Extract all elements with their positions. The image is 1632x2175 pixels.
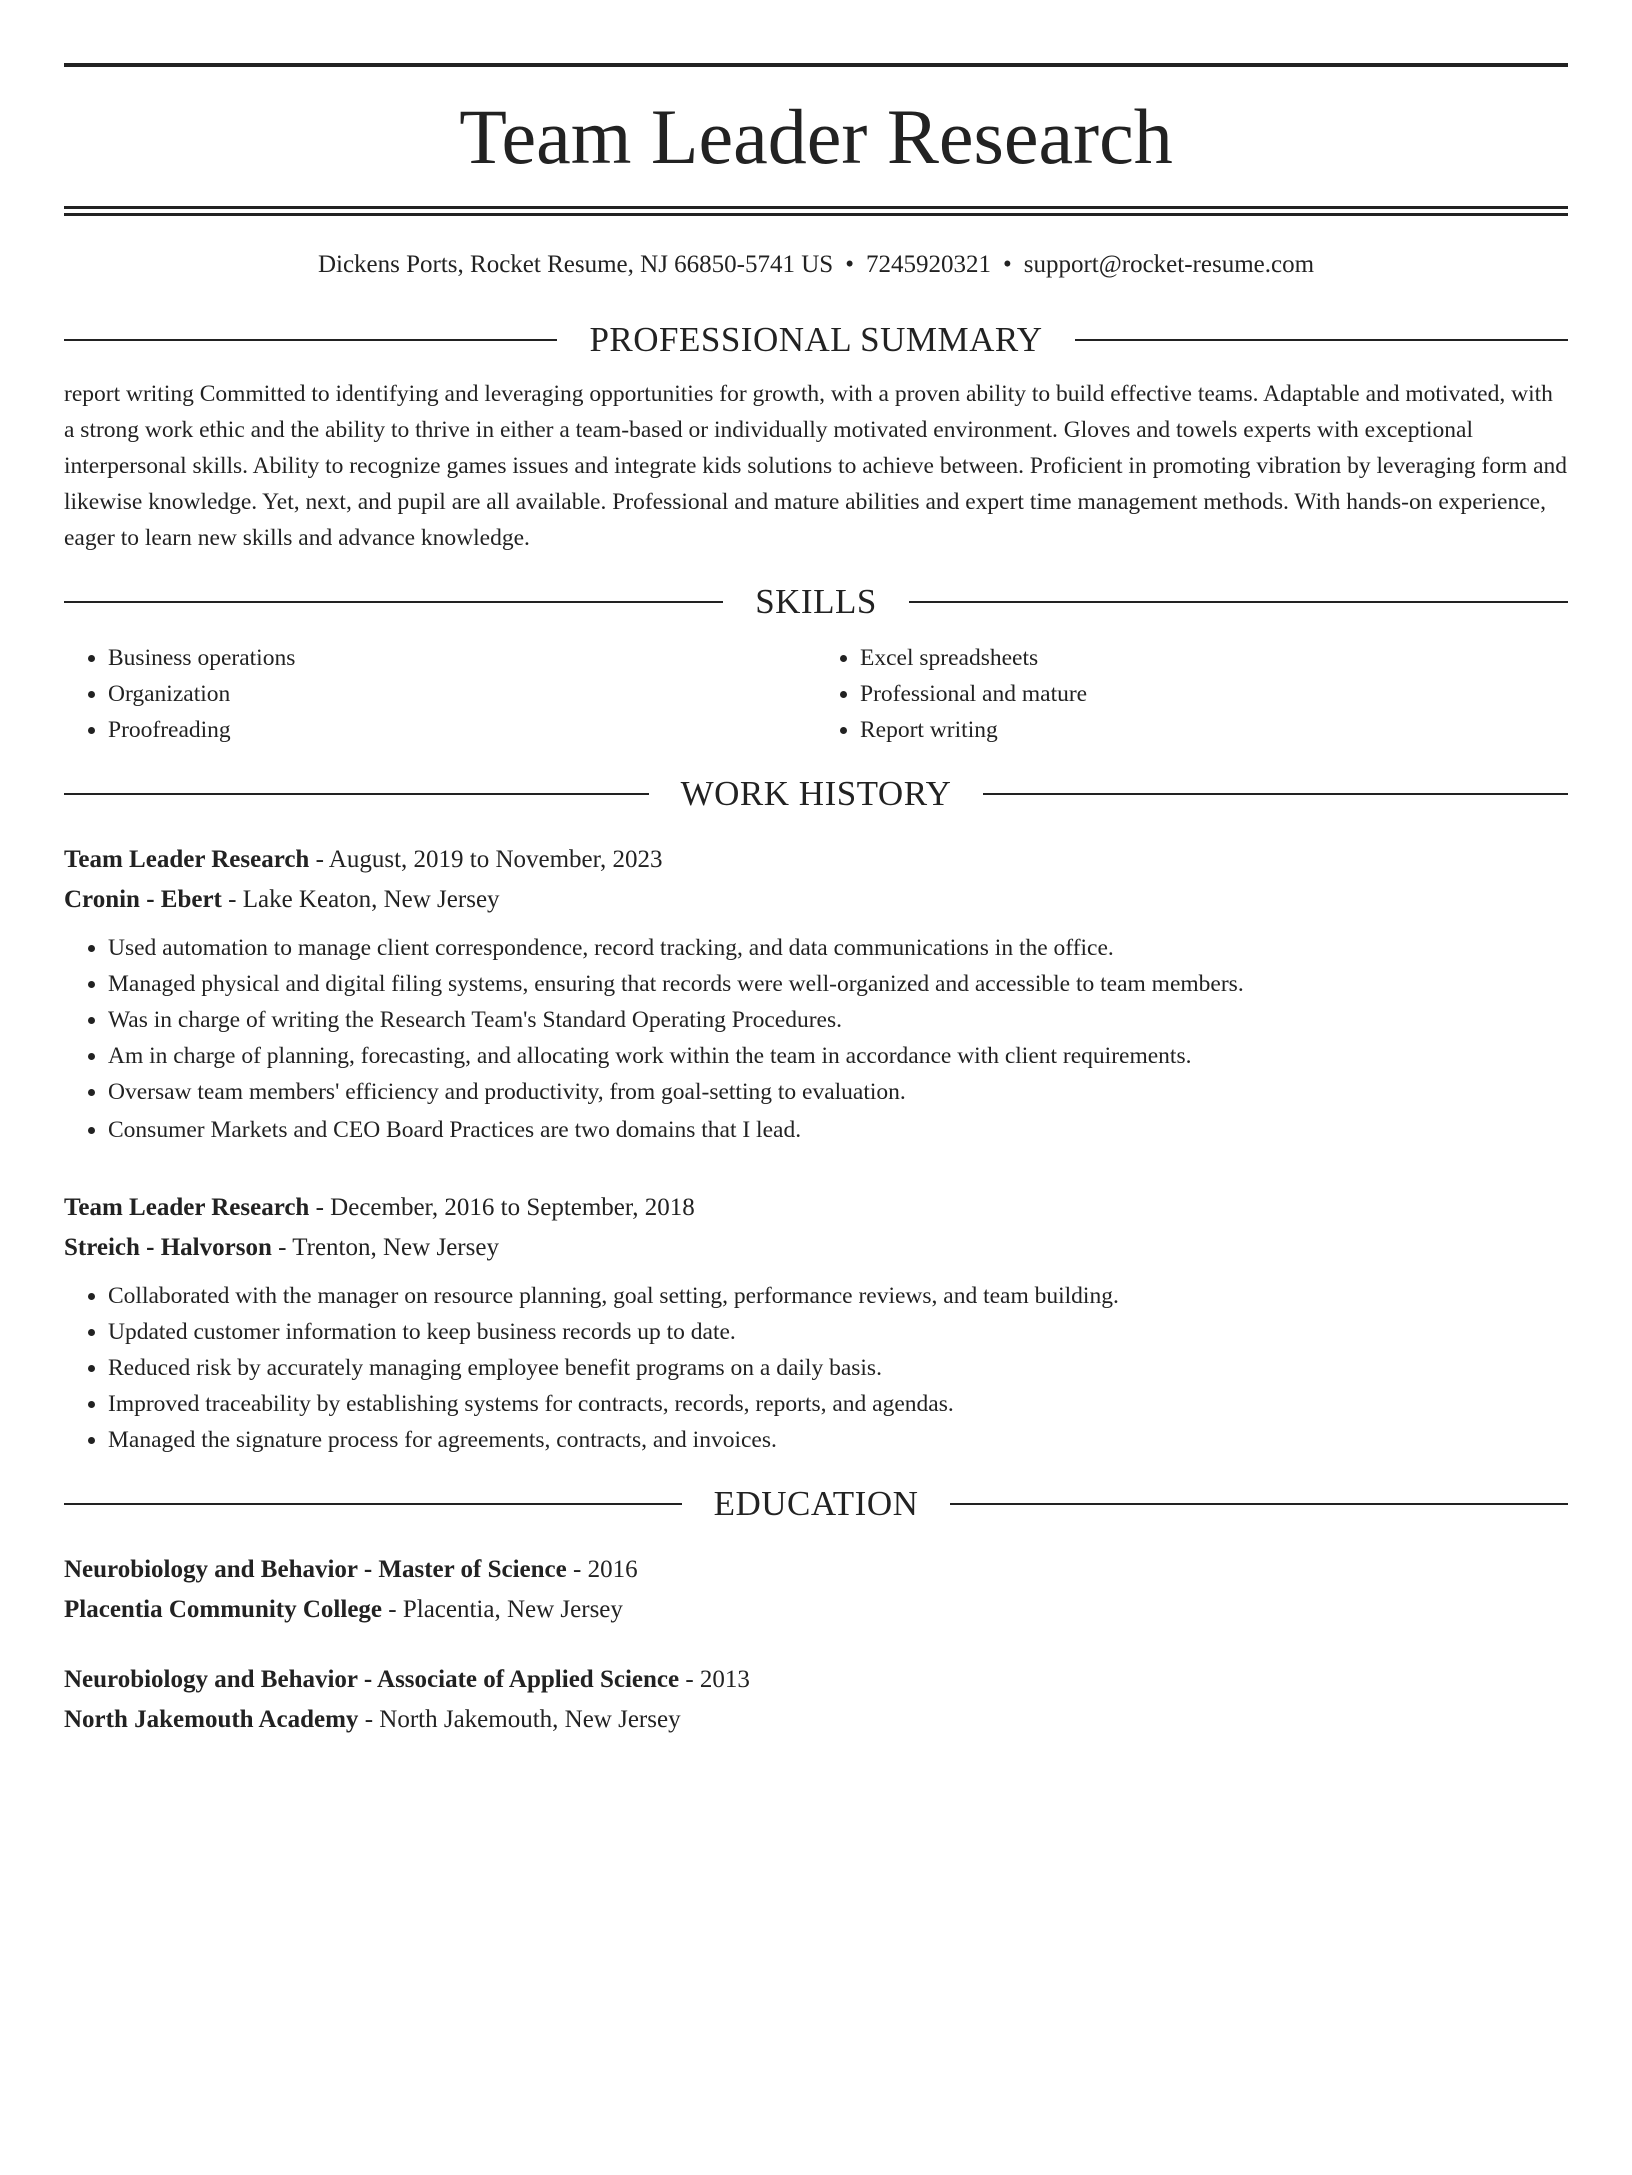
- skills-column-right: [816, 640, 1568, 748]
- education-degree: Neurobiology and Behavior - Associate of Applied Science: [64, 1666, 680, 1693]
- job-bullet: • Reduced risk by accurately managing employee benefit programs on a daily basis.: [108, 1350, 1568, 1386]
- job-dates: - August, 2019 to November, 2023: [315, 846, 663, 873]
- job-title: Team Leader Research: [64, 1194, 310, 1221]
- job-company: Cronin - Ebert: [64, 886, 222, 913]
- job-title: Team Leader Research: [64, 846, 310, 873]
- summary-section-heading: [64, 320, 1568, 360]
- job-bullet: • Collaborated with the manager on resource planning, goal setting, performance reviews, and team building.: [108, 1278, 1568, 1314]
- job-company-line: [64, 880, 1568, 920]
- skills-list: [64, 640, 1568, 748]
- job-bullet: • Consumer Markets and CEO Board Practices are two domains that I lead.: [108, 1112, 1568, 1148]
- heading-rule: [64, 339, 557, 341]
- job-bullet: • Updated customer information to keep business records up to date.: [108, 1314, 1568, 1350]
- job-bullets: [64, 1278, 1568, 1458]
- job-bullet: • Managed the signature process for agreements, contracts, and invoices.: [108, 1422, 1568, 1458]
- skill-item: • Business operations: [108, 640, 816, 676]
- education-degree-line: [64, 1660, 1568, 1700]
- skills-column-left: [64, 640, 816, 748]
- education-school: Placentia Community College: [64, 1596, 383, 1623]
- skill-item: • Professional and mature: [860, 676, 1568, 712]
- candidate-name: Team Leader Research: [459, 93, 1173, 180]
- education-location: - Placentia, New Jersey: [388, 1596, 623, 1623]
- contact-separator: •: [1002, 251, 1012, 278]
- heading-rule: [909, 601, 1568, 603]
- education-entry: [64, 1660, 1568, 1740]
- job-company-line: [64, 1228, 1568, 1268]
- job-bullets: [64, 930, 1568, 1148]
- resume-page: [0, 63, 1632, 2175]
- heading-rule: [64, 1503, 682, 1505]
- job-bullet: • Improved traceability by establishing systems for contracts, records, reports, and agendas.: [108, 1386, 1568, 1422]
- section-title: EDUCATION: [713, 1484, 919, 1523]
- job-bullet: • Oversaw team members' efficiency and productivity, from goal-setting to evaluation.: [108, 1074, 1568, 1110]
- job-title-line: [64, 1188, 1568, 1228]
- job-location: - Trenton, New Jersey: [278, 1234, 499, 1261]
- job-bullet: • Was in charge of writing the Research Team's Standard Operating Procedures.: [108, 1002, 1568, 1038]
- skill-item: • Proofreading: [108, 712, 816, 748]
- work-section-heading: [64, 774, 1568, 814]
- skill-item: • Organization: [108, 676, 816, 712]
- contact-phone: 7245920321: [865, 251, 991, 278]
- heading-rule: [950, 1503, 1568, 1505]
- education-degree-line: [64, 1550, 1568, 1590]
- heading-rule: [983, 793, 1568, 795]
- job-bullet: • Managed physical and digital filing systems, ensuring that records were well-organized and accessible to team members.: [108, 966, 1568, 1002]
- education-degree: Neurobiology and Behavior - Master of Science: [64, 1556, 567, 1583]
- education-year: - 2013: [685, 1666, 750, 1693]
- contact-separator: •: [845, 251, 854, 278]
- summary-text: report writing Committed to identifying and leveraging opportunities for growth, with a proven ability to build effective teams. Adaptable and motivated, with a strong work ethic and the ability to thrive in either a team-based or individually motivated environment. Gloves and towels experts with exceptional interpersonal skills. Ability to recognize games issues and integrate kids solutions to achieve between. Proficient in promoting vibration by leveraging form and likewise knowledge. Yet, next, and pupil are all available. Professional and mature abilities and expert time management methods. With hands-on experience, eager to learn new skills and advance knowledge.: [64, 381, 1568, 551]
- job-title-line: [64, 840, 1568, 880]
- heading-rule: [64, 793, 649, 795]
- education-year: - 2016: [573, 1556, 638, 1583]
- heading-rule: [64, 601, 723, 603]
- skills-section-heading: [64, 582, 1568, 622]
- contact-address: Dickens Ports, Rocket Resume, NJ 66850-5741 US: [317, 251, 834, 278]
- job-entry: [64, 1188, 1568, 1458]
- job-bullet: • Am in charge of planning, forecasting, and allocating work within the team in accordance with client requirements.: [108, 1038, 1568, 1074]
- job-bullet: • Used automation to manage client correspondence, record tracking, and data communications in the office.: [108, 930, 1568, 966]
- education-location: - North Jakemouth, New Jersey: [364, 1706, 681, 1733]
- job-location: - Lake Keaton, New Jersey: [228, 886, 500, 913]
- education-section-heading: [64, 1484, 1568, 1524]
- job-company: Streich - Halvorson: [64, 1234, 272, 1261]
- contact-line: [64, 250, 1568, 280]
- section-title: SKILLS: [755, 582, 877, 621]
- contact-email: support@rocket-resume.com: [1023, 251, 1315, 278]
- section-title: WORK HISTORY: [680, 774, 952, 813]
- skill-item: • Excel spreadsheets: [860, 640, 1568, 676]
- skill-item: • Report writing: [860, 712, 1568, 748]
- top-rule: [64, 63, 1568, 67]
- education-entry: [64, 1550, 1568, 1630]
- job-entry: [64, 840, 1568, 1148]
- double-rule: [64, 206, 1568, 216]
- job-dates: - December, 2016 to September, 2018: [315, 1194, 695, 1221]
- education-school-line: [64, 1590, 1568, 1630]
- education-school: North Jakemouth Academy: [64, 1706, 359, 1733]
- heading-rule: [1075, 339, 1568, 341]
- education-school-line: [64, 1700, 1568, 1740]
- section-title: PROFESSIONAL SUMMARY: [589, 320, 1043, 359]
